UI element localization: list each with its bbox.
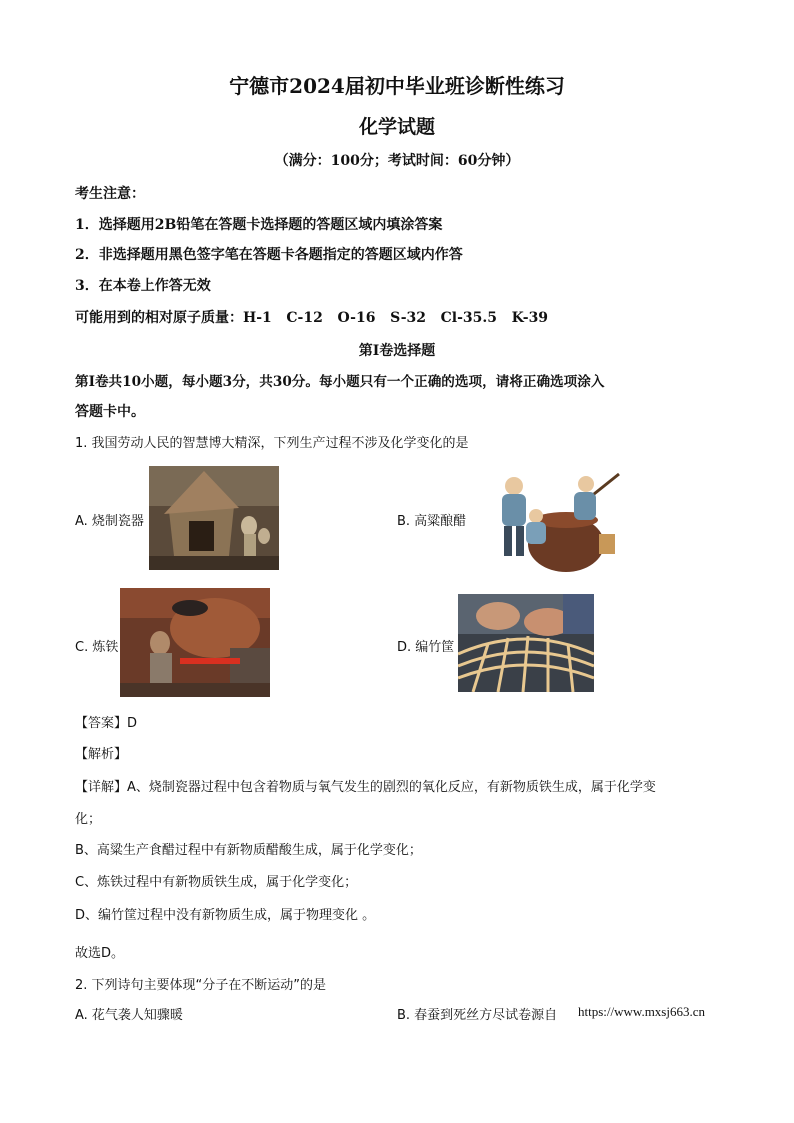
q2-option-b: B. 春蚕到死丝方尽试卷源自 — [397, 1008, 558, 1023]
q1-detail-c: C、炼铁过程中有新物质铁生成，属于化学变化； — [75, 875, 358, 890]
notice-heading: 考生注意： — [75, 186, 145, 202]
q1-stem: 1. 我国劳动人民的智慧博大精深，下列生产过程不涉及化学变化的是 — [75, 436, 469, 451]
q1-answer: 【答案】D — [75, 716, 138, 731]
q2-stem: 2. 下列诗句主要体现“分子在不断运动”的是 — [75, 978, 327, 993]
notice-item-2: 2．非选择题用黑色签字笔在答题卡各题指定的答题区域内作答 — [75, 247, 463, 263]
vinegar-brewing-image — [474, 464, 626, 576]
q1-detail-line1: 【详解】A、烧制瓷器过程中包含着物质与氧气发生的剧烈的氧化反应，有新物质铁生成，属于化学变 — [75, 780, 656, 795]
q2-option-a: A. 花气袭人知骤暖 — [75, 1008, 183, 1023]
page-title: 宁德市2024届初中毕业班诊断性练习 — [229, 74, 565, 98]
section-instruction-line1: 第Ⅰ卷共10小题，每小题3分，共30分。每小题只有一个正确的选项，请将正确选项涂入 — [75, 374, 605, 390]
page-subtitle: 化学试题 — [358, 116, 435, 138]
q1-option-a: A. 烧制瓷器 — [75, 514, 144, 529]
q1-option-b: B. 高粱酿醋 — [397, 514, 467, 529]
q1-detail-line2: 化； — [75, 812, 102, 827]
q1-detail-d: D、编竹筐过程中没有新物质生成，属于物理变化 。 — [75, 908, 376, 923]
bamboo-basket-image — [458, 594, 594, 692]
q1-analysis-label: 【解析】 — [75, 747, 128, 762]
exam-meta: （满分：100分；考试时间：60分钟） — [274, 153, 520, 169]
q1-detail-b: B、高粱生产食醋过程中有新物质醋酸生成，属于化学变化； — [75, 843, 422, 858]
kiln-image — [149, 466, 279, 570]
notice-item-1: 1．选择题用2B铅笔在答题卡选择题的答题区域内填涂答案 — [75, 217, 443, 233]
section-instruction-line2: 答题卡中。 — [75, 404, 145, 420]
section-title: 第Ⅰ卷选择题 — [358, 343, 436, 359]
iron-smelting-image — [120, 588, 270, 697]
q1-option-c: C. 炼铁 — [75, 640, 119, 655]
notice-item-3: 3．在本卷上作答无效 — [75, 278, 211, 294]
source-watermark-link[interactable]: https://www.mxsj663.cn — [578, 1004, 705, 1019]
q1-conclusion: 故选D。 — [75, 946, 125, 961]
atomic-masses: 可能用到的相对原子质量：H-1 C-12 O-16 S-32 Cl-35.5 K-39 — [75, 310, 549, 326]
q1-option-d: D. 编竹筐 — [397, 640, 455, 655]
